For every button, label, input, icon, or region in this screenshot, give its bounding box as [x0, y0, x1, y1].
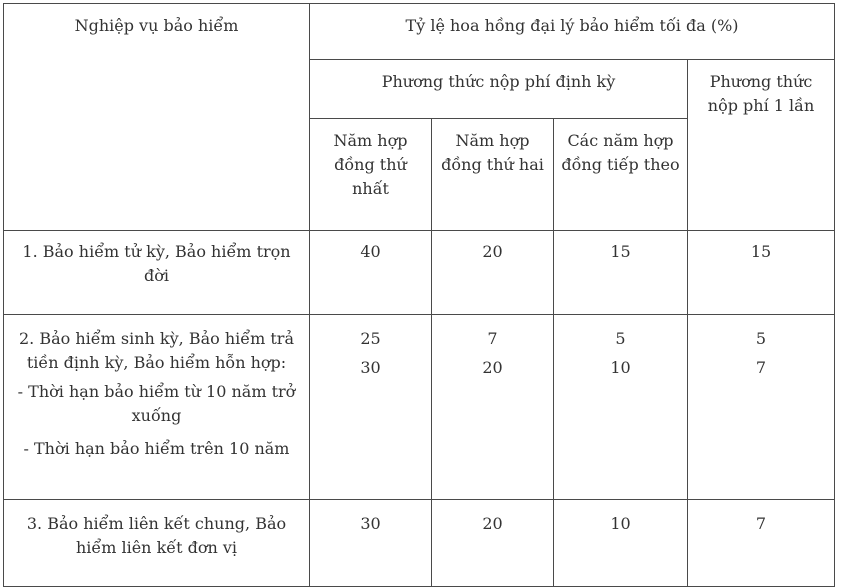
value-long-term: 20 — [482, 358, 503, 377]
row-label-group — [4, 315, 310, 500]
row-label: 3. Bảo hiểm liên kết chung, Bảo hiểm liên kết đơn vị — [4, 500, 310, 587]
table-row — [4, 315, 835, 500]
value-long-term: 30 — [360, 358, 381, 377]
value-short-term: 7 — [487, 329, 498, 348]
header-single-payment: Phương thức nộp phí 1 lần — [688, 60, 835, 231]
value-short-term: 5 — [615, 329, 626, 348]
header-year-next: Các năm hợp đồng tiếp theo — [554, 119, 688, 231]
cell-next-years: 15 — [554, 231, 688, 315]
header-year-second: Năm hợp đồng thứ hai — [432, 119, 554, 231]
cell-first-year: 40 — [310, 231, 432, 315]
header-year-first: Năm hợp đồng thứ nhất — [310, 119, 432, 231]
cell-second-year — [432, 315, 554, 500]
value-long-term: 10 — [610, 358, 631, 377]
cell-single-payment — [688, 315, 835, 500]
header-periodic: Phương thức nộp phí định kỳ — [310, 60, 688, 119]
row-sublabel-long-term: - Thời hạn bảo hiểm trên 10 năm — [23, 439, 290, 458]
table-row — [4, 231, 835, 315]
row-label: 2. Bảo hiểm sinh kỳ, Bảo hiểm trả tiền định kỳ, Bảo hiểm hỗn hợp: — [19, 329, 294, 372]
cell-second-year: 20 — [432, 500, 554, 587]
cell-first-year: 30 — [310, 500, 432, 587]
row-label: 1. Bảo hiểm tử kỳ, Bảo hiểm trọn đời — [4, 231, 310, 315]
header-max-rate: Tỷ lệ hoa hồng đại lý bảo hiểm tối đa (%) — [310, 4, 835, 60]
row-sublabel-short-term: - Thời hạn bảo hiểm từ 10 năm trở xuống — [17, 382, 296, 425]
cell-next-years — [554, 315, 688, 500]
table-row — [4, 500, 835, 587]
cell-second-year: 20 — [432, 231, 554, 315]
header-business: Nghiệp vụ bảo hiểm — [4, 4, 310, 231]
cell-single-payment: 7 — [688, 500, 835, 587]
value-short-term: 5 — [755, 329, 767, 348]
commission-rate-table — [3, 3, 835, 587]
header-row-1 — [4, 4, 835, 60]
cell-single-payment: 15 — [688, 231, 835, 315]
value-short-term: 25 — [360, 329, 381, 348]
cell-next-years: 10 — [554, 500, 688, 587]
cell-first-year — [310, 315, 432, 500]
value-long-term: 7 — [755, 358, 767, 377]
